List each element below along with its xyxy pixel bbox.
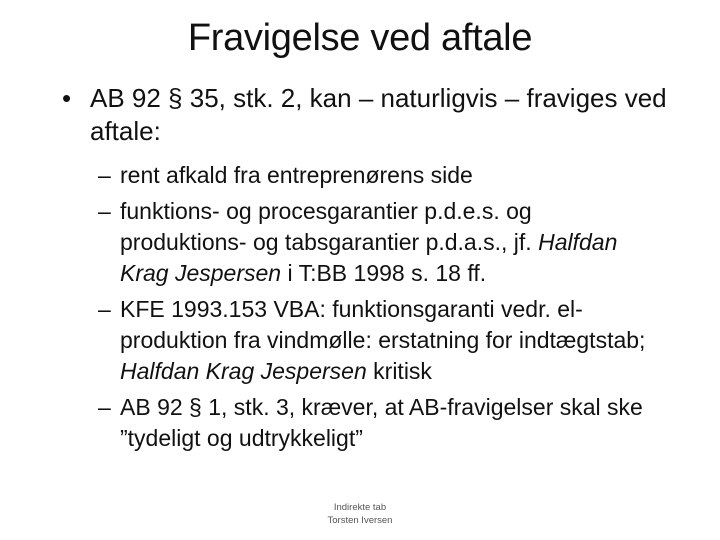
sub-bullet-text (120, 160, 658, 191)
bullet-marker: • (62, 83, 72, 113)
sub-bullet-text-part: kritisk (366, 358, 432, 384)
main-bullet (62, 82, 682, 148)
dash-marker: – (98, 198, 111, 224)
dash-marker: – (98, 394, 111, 420)
slide-footer (0, 501, 720, 527)
author-name: Halfdan Krag Jespersen (120, 229, 618, 286)
main-bullet-text: AB 92 § 35, stk. 2, kan – naturligvis – fraviges ved aftale: (90, 83, 667, 146)
sub-bullet-text (120, 392, 658, 454)
dash-marker: – (98, 296, 111, 322)
author-name: Halfdan Krag Jespersen (120, 358, 367, 384)
sub-bullet-text (120, 294, 658, 387)
sub-bullet-item (98, 160, 658, 191)
sub-bullet-text-part: AB 92 § 1, stk. 3, kræver, at AB-fravigelser skal ske ”tydeligt og udtrykkeligt” (120, 394, 643, 451)
dash-marker: – (98, 162, 111, 188)
sub-bullet-text (120, 196, 658, 289)
sub-bullet-item (98, 294, 658, 387)
sub-bullet-item (98, 392, 658, 454)
footer-author: Torsten Iversen (327, 515, 393, 526)
sub-bullet-text-part: i T:BB 1998 s. 18 ff. (281, 260, 487, 286)
sub-bullet-list (98, 160, 658, 459)
footer-topic: Indirekte tab (333, 502, 387, 513)
sub-bullet-text-part: funktions- og procesgarantier p.d.e.s. og produktions- og tabsgarantier p.d.a.s., jf. (120, 198, 539, 255)
sub-bullet-text-part: KFE 1993.153 VBA: funktionsgaranti vedr. el-produktion fra vindmølle: erstatning for indtægtstab; (120, 296, 646, 353)
sub-bullet-text-part: rent afkald fra entreprenørens side (120, 162, 473, 188)
slide-title: Fravigelse ved aftale (187, 17, 533, 59)
sub-bullet-item (98, 196, 658, 289)
